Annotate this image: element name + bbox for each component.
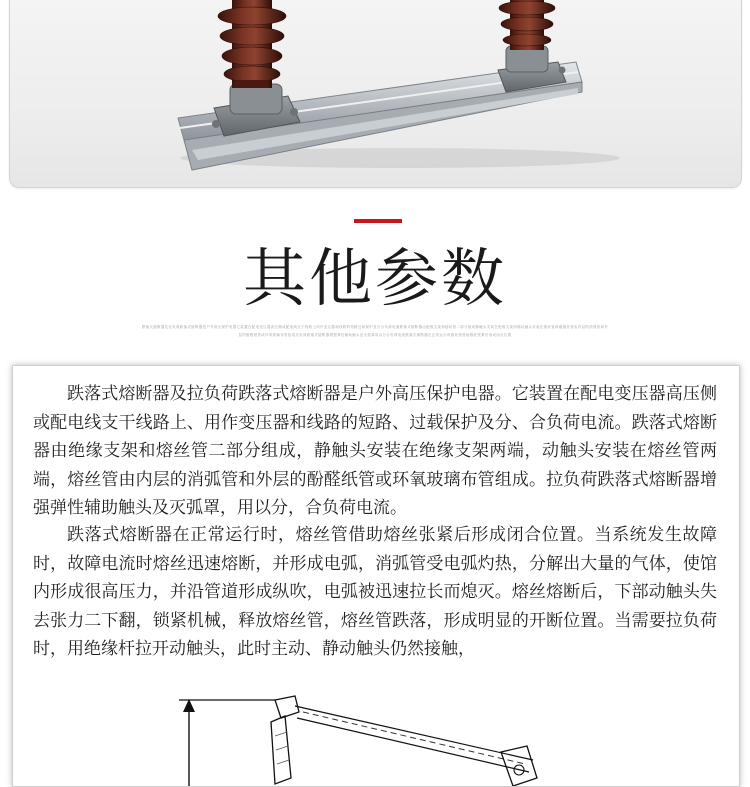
fuse-product-photo-icon	[10, 0, 741, 187]
decorative-fine-print: 跌落式熔断器及拉负荷跌落式熔断器是户外高压保护电器它装置在配电变压器高压侧或配电线支干线路上用作变压器和线路的短路过载保护及分合负荷电流跌落式熔断器由绝缘支架和熔丝管二部分组成静触头安装在绝缘支架两端动触头安装在熔丝管两端熔丝管由内层的消弧管和外层的酚醛纸管或环氧玻璃布管组成拉负荷跌落式熔断器增强弹性辅助触头及灭弧罩用以分合负荷电流跌落式熔断器在正常运行时熔丝管借助熔丝张紧后形成闭合位置	[141, 325, 609, 337]
title-accent-rule	[354, 219, 402, 223]
product-photo	[9, 0, 742, 188]
description-paragraph: 跌落式熔断器在正常运行时，熔丝管借助熔丝张紧后形成闭合位置。当系统发生故障时，故障电流时熔丝迅速熔断，并形成电弧，消弧管受电弧灼热，分解出大量的气体，使馆内形成很高压力，并沿管道形成纵吹，电弧被迅速拉长而熄灭。熔丝熔断后，下部动触头失去张力二下翻，锁紧机械，释放熔丝管，熔丝管跌落，形成明显的开断位置。当需要拉负荷时，用绝缘杆拉开动触头，此时主动、静动触头仍然接触，	[33, 525, 717, 659]
fuse-dimension-diagram-icon	[13, 666, 739, 786]
section-title: 其他参数	[243, 242, 507, 315]
description-panel	[12, 365, 740, 787]
description-paragraph: 跌落式熔断器及拉负荷跌落式熔断器是户外高压保护电器。它装置在配电变压器高压侧或配电线支干线路上、用作变压器和线路的短路、过载保护及分、合负荷电流。跌落式熔断器由绝缘支架和熔丝管二部分组成，静触头安装在绝缘支架两端，动触头安装在熔丝管两端，熔丝管由内层的消弧管和外层的酚醛纸管或环氧玻璃布管组成。拉负荷跌落式熔断器增强弹性辅助触头及灭弧罩，用以分，合负荷电流。	[33, 384, 717, 518]
